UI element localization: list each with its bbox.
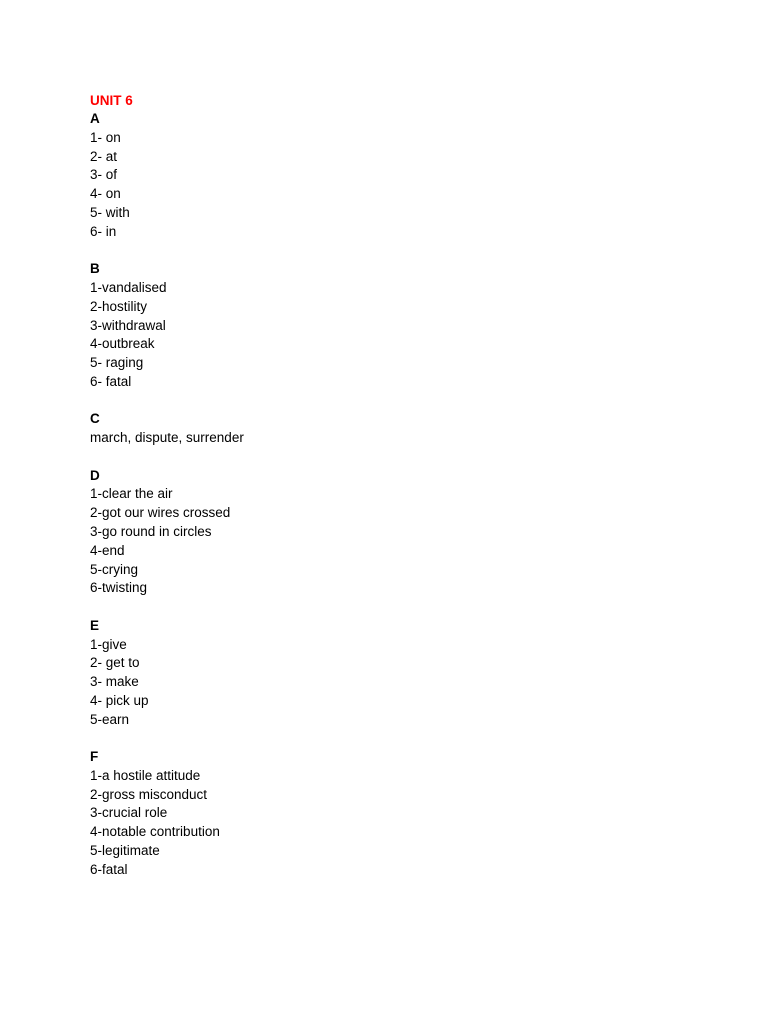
answer-line: 6- fatal <box>90 373 132 389</box>
answer-line: 2- at <box>90 148 118 164</box>
section-f <box>90 748 690 880</box>
answer-line: 1-clear the air <box>90 486 173 502</box>
answer-line: 6- in <box>90 223 117 239</box>
answer-line: 2-hostility <box>90 298 148 314</box>
answer-line: 5- with <box>90 204 130 220</box>
answer-line: 3- make <box>90 674 139 690</box>
answer-line: 2-gross misconduct <box>90 786 208 802</box>
answer-sections <box>90 110 690 880</box>
answer-line: 4-outbreak <box>90 336 155 352</box>
answer-line: 4- on <box>90 186 121 202</box>
answer-line: 4- pick up <box>90 692 149 708</box>
answer-line: 1- on <box>90 129 121 145</box>
document-page <box>90 91 690 898</box>
answer-line: 6-twisting <box>90 580 148 596</box>
answer-line: 5-earn <box>90 711 130 727</box>
section-heading: B <box>90 261 100 277</box>
section-b <box>90 260 690 392</box>
section-heading: D <box>90 467 100 483</box>
section-c <box>90 410 690 448</box>
answer-line: 1-vandalised <box>90 279 167 295</box>
section-heading: F <box>90 749 99 765</box>
unit-title: UNIT 6 <box>90 93 133 108</box>
answer-line: 5-legitimate <box>90 843 160 859</box>
section-a <box>90 110 690 242</box>
section-e <box>90 617 690 730</box>
answer-line: 3-crucial role <box>90 805 168 821</box>
answer-line: 4-end <box>90 542 125 558</box>
section-heading: E <box>90 617 100 633</box>
answer-line: 1-a hostile attitude <box>90 767 201 783</box>
section-heading: C <box>90 411 100 427</box>
section-heading: A <box>90 111 100 126</box>
answer-line: 3-withdrawal <box>90 317 166 333</box>
answer-line: 5-crying <box>90 561 139 577</box>
section-d <box>90 467 690 599</box>
answer-line: 2- get to <box>90 655 140 671</box>
answer-line: 5- raging <box>90 355 144 371</box>
answer-line: 3-go round in circles <box>90 523 212 539</box>
answer-line: 3- of <box>90 167 118 183</box>
answer-line: 1-give <box>90 636 127 652</box>
answer-line: 2-got our wires crossed <box>90 505 231 521</box>
answer-line: 4-notable contribution <box>90 824 220 840</box>
answer-line: march, dispute, surrender <box>90 430 244 446</box>
answer-line: 6-fatal <box>90 861 128 877</box>
